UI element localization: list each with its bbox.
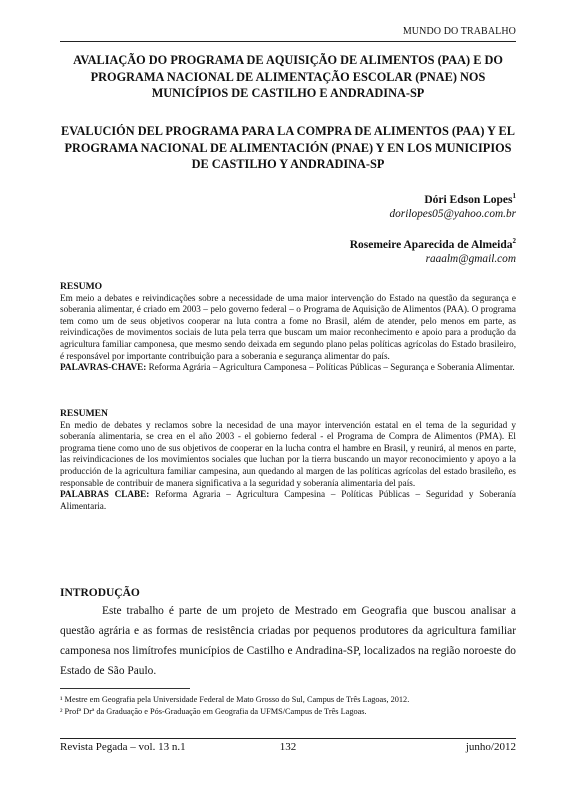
keywords (60, 362, 516, 374)
section-heading-introduction: INTRODUÇÃO (60, 587, 140, 599)
abstract-spanish (60, 408, 516, 512)
title-spanish: EVALUCIÓN DEL PROGRAMA PARA LA COMPRA DE ALIMENTOS (PAA) Y EL PROGRAMA NACIONAL DE ALIMENTACIÓN (PNAE) Y EN LOS MUNICIPIOS DE CASTILHO Y ANDRADINA-SP (61, 124, 515, 171)
author-email[interactable]: dorilopes05@yahoo.com.br (389, 208, 516, 220)
abstract-portuguese (60, 281, 516, 374)
abstract-heading: RESUMO (60, 281, 103, 292)
author-block-1 (390, 194, 517, 220)
issue-date: junho/2012 (465, 741, 516, 753)
author-name: Rosemeire Aparecida de Almeida$^2$ (349, 237, 516, 251)
keywords (60, 489, 516, 512)
keywords-text: Reforma Agraria – Agricultura Campesina – Políticas Públicas – Seguridad y Soberanía Alimentaria. (60, 489, 516, 511)
abstract-heading: RESUMEN (60, 408, 108, 419)
journal-name: Revista Pegada – vol. 13 n.1 (60, 741, 186, 753)
footnotes (60, 694, 516, 718)
page-number: 132 (279, 741, 297, 753)
footnote-rule (60, 688, 190, 689)
author-email[interactable]: raaalm@gmail.com (425, 253, 516, 265)
footer-rule (60, 738, 516, 739)
title-portuguese: AVALIAÇÃO DO PROGRAMA DE AQUISIÇÃO DE ALIMENTOS (PAA) E DO PROGRAMA NACIONAL DE ALIMENTAÇÃO ESCOLAR (PNAE) NOS MUNICÍPIOS DE CASTILHO E ANDRADINA-SP (73, 53, 503, 100)
keywords-text: Reforma Agrária – Agricultura Camponesa – Políticas Públicas – Segurança e Soberania Alimentar. (148, 362, 515, 373)
keywords-label: PALAVRAS-CHAVE: (60, 362, 147, 373)
abstract-body: Em meio a debates e reivindicações sobre a necessidade de uma maior intervenção do Estado na questão da segurança e soberania alimentar, é criado em 2003 – pelo governo federal – o Programa de Aquisição de Alimentos (PAA). O programa tem como um de seus objetivos cooperar na luta contra a fome no Brasil, além de atender, pelo menos em parte, as reivindicações de movimentos sociais de luta pela terra que buscam um maior reconhecimento e apoio para a produção da agricultura familiar camponesa, que mesmo sendo deixada em segundo plano pelas políticas agrícolas do Estado brasileiro, é responsável por importante contribuição para a soberania e segurança alimentar do país. (60, 292, 516, 361)
footnote-marker: 1 (512, 192, 516, 201)
footnote-marker: 2 (512, 237, 516, 246)
keywords-label: PALABRAS CLABE: (60, 489, 150, 500)
author-name: Dóri Edson Lopes$^1$ (424, 192, 516, 206)
abstract-body: En medio de debates y reclamos sobre la necesidad de una mayor intervención estatal en el tema de la seguridad y soberanía alimentaria, se crea en el año 2003 - el gobierno federal - el Programa de Compra de Alimentos (PMA). El programa tiene como uno de sus objetivos de cooperar en la lucha contra el hambre en Brasil, y reunirá, al menos en parte, las reivindicaciones de los movimientos sociales que luchan por la tierra buscando un mayor reconocimiento y apoyo a la producción de la agricultura familiar campesina, aun quedando al margen de las políticas agrícolas del estado brasileño, es responsable de contribuir de manera significativa a la seguridad y soberanía alimentaria del país. (60, 419, 516, 488)
introduction-paragraph: Este trabalho é parte de um projeto de Mestrado em Geografia que buscou analisar a questão agrária e as formas de resistência criadas por pequenos produtores da agricultura familiar camponesa nos limítrofes municípios de Castilho e Andradina-SP, localizados na região noroeste do Estado de São Paulo. (60, 605, 516, 677)
footnote-2: ² Profª Drª da Graduação e Pós-Graduação em Geografia da UFMS/Campus de Três Lagoas. (60, 707, 367, 716)
author-block-2 (350, 239, 516, 265)
running-head: MUNDO DO TRABALHO (402, 26, 516, 37)
header-rule (60, 41, 516, 42)
footnote-1: ¹ Mestre em Geografia pela Universidade Federal de Mato Grosso do Sul, Campus de Três Lagoas, 2012. (60, 695, 410, 704)
